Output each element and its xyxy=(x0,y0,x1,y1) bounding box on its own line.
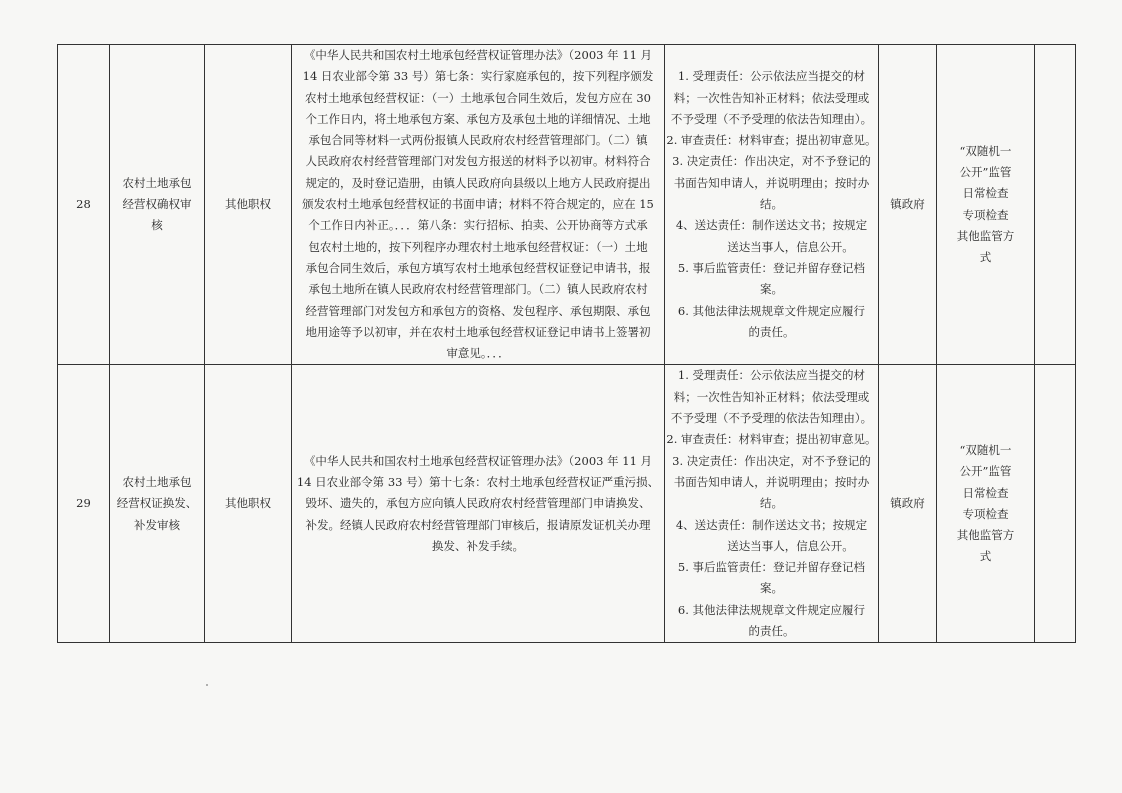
supervision-methods xyxy=(937,365,1035,643)
supervision-line: “双随机一 xyxy=(959,442,1012,457)
basis-line: 个工作日内补正。．．．第八条：实行招标、拍卖、公开协商等方式承 xyxy=(308,218,648,233)
duty-line: 1. 受理责任：公示依法应当提交的材 xyxy=(677,368,866,383)
row-number: 28 xyxy=(58,45,110,365)
basis-line: 审意见。．．． xyxy=(446,346,510,361)
supervision-line: 日常检查 xyxy=(962,186,1009,201)
basis-line: 承包土地所在镇人民政府农村经营管理部门。（二）镇人民政府农村 xyxy=(308,282,648,297)
duty-line: 4、送达责任：制作送达文书；按规定 xyxy=(675,218,868,233)
duty-line: 4、送达责任：制作送达文书；按规定 xyxy=(675,517,868,532)
basis-line: 颁发农村土地承包经营权证的书面申请；材料不符合规定的，应在 15 xyxy=(302,197,654,212)
basis-line: 毁坏、遗失的，承包方应向镇人民政府农村经营管理部门申请换发、 xyxy=(305,496,651,511)
item-name-line: 核 xyxy=(151,218,163,233)
supervision-line: 式 xyxy=(979,250,992,265)
supervision-line: 专项检查 xyxy=(962,506,1009,521)
implementing-subject: 镇政府 xyxy=(879,365,937,643)
duty-line: 的责任。 xyxy=(748,624,795,639)
item-name-line: 农村土地承包 xyxy=(122,474,192,489)
basis-line: 包农村土地的，按下列程序办理农村土地承包经营权证：（一）土地 xyxy=(308,239,648,254)
basis-line: 经营管理部门对发包方和承包方的资格、发包程序、承包期限、承包 xyxy=(305,303,651,318)
responsibility-items xyxy=(665,365,879,643)
duty-line: 结。 xyxy=(760,197,783,212)
supervision-line: 日常检查 xyxy=(962,485,1009,500)
legal-basis xyxy=(292,365,665,643)
duty-line: 不予受理（不予受理的依法告知理由）。 xyxy=(670,411,873,426)
duty-line: 料；一次性告知补正材料；依法受理或 xyxy=(673,90,870,105)
power-category: 其他职权 xyxy=(205,45,292,365)
duty-line: 5. 事后监管责任：登记并留存登记档 xyxy=(677,260,866,275)
power-list-table xyxy=(57,44,1076,643)
basis-line: 地用途等予以初审，并在农村土地承包经营权证登记申请书上签署初 xyxy=(305,324,651,339)
duty-line: 不予受理（不予受理的依法告知理由）。 xyxy=(670,111,873,126)
basis-line: 规定的，及时登记造册，由镇人民政府向县级以上地方人民政府提出 xyxy=(305,175,651,190)
duty-line: 送达当事人，信息公开。 xyxy=(727,239,854,254)
table-row xyxy=(58,45,1076,365)
item-name-line: 补发审核 xyxy=(134,517,180,532)
scan-speck xyxy=(206,684,208,686)
basis-line: 人民政府农村经营管理部门对发包方报送的材料予以初审。材料符合 xyxy=(305,154,651,169)
supervision-line: 其他监管方 xyxy=(956,528,1015,543)
supervision-line: 公开”监管 xyxy=(959,464,1012,479)
duty-line: 的责任。 xyxy=(748,324,795,339)
remark-cell xyxy=(1035,365,1076,643)
supervision-line: 专项检查 xyxy=(962,207,1009,222)
supervision-line: 其他监管方 xyxy=(956,229,1015,244)
duty-line: 送达当事人，信息公开。 xyxy=(727,538,854,553)
basis-line: 14 日农业部令第 33 号）第十七条：农村土地承包经营权证严重污损、 xyxy=(296,474,660,489)
item-name xyxy=(110,45,205,365)
item-name xyxy=(110,365,205,643)
table-row xyxy=(58,365,1076,643)
basis-line: 《中华人民共和国农村土地承包经营权证管理办法》（2003 年 11 月 xyxy=(303,453,653,468)
item-name-line: 农村土地承包 xyxy=(122,175,192,190)
row-number: 29 xyxy=(58,365,110,643)
duty-line: 2. 审查责任：材料审查；提出初审意见。 xyxy=(666,432,877,447)
duty-line: 2. 审查责任：材料审查；提出初审意见。 xyxy=(666,133,877,148)
duty-line: 3. 决定责任：作出决定，对不予登记的 xyxy=(672,154,871,169)
duty-line: 书面告知申请人，并说明理由；按时办 xyxy=(673,175,870,190)
duty-line: 书面告知申请人，并说明理由；按时办 xyxy=(673,474,870,489)
duty-line: 案。 xyxy=(760,581,783,596)
basis-line: 《中华人民共和国农村土地承包经营权证管理办法》（2003 年 11 月 xyxy=(303,48,653,62)
item-name-line: 经营权证换发、 xyxy=(116,496,198,511)
remark-cell xyxy=(1035,45,1076,365)
duty-line: 结。 xyxy=(760,496,783,511)
item-name-line: 经营权确权审 xyxy=(122,197,192,212)
basis-line: 个工作日内，将土地承包方案、承包方及承包土地的详细情况、土地 xyxy=(305,111,651,126)
duty-line: 1. 受理责任：公示依法应当提交的材 xyxy=(677,69,866,84)
basis-line: 承包合同生效后，承包方填写农村土地承包经营权证登记申请书，报 xyxy=(305,260,651,275)
basis-line: 换发、补发手续。 xyxy=(432,538,524,553)
duty-line: 料；一次性告知补正材料；依法受理或 xyxy=(673,389,870,404)
duty-line: 5. 事后监管责任：登记并留存登记档 xyxy=(677,560,866,575)
supervision-methods xyxy=(937,45,1035,365)
basis-line: 承包合同等材料一式两份报镇人民政府农村经营管理部门。（二）镇 xyxy=(308,133,648,148)
implementing-subject: 镇政府 xyxy=(879,45,937,365)
duty-line: 案。 xyxy=(760,282,783,297)
responsibility-items xyxy=(665,45,879,365)
power-category: 其他职权 xyxy=(205,365,292,643)
basis-line: 农村土地承包经营权证：（一）土地承包合同生效后，发包方应在 30 xyxy=(304,90,652,105)
duty-line: 6. 其他法律法规规章文件规定应履行 xyxy=(677,602,866,617)
basis-line: 14 日农业部令第 33 号）第七条：实行家庭承包的，按下列程序颁发 xyxy=(302,69,654,84)
legal-basis xyxy=(292,45,665,365)
supervision-line: 式 xyxy=(979,549,992,564)
supervision-line: 公开”监管 xyxy=(959,165,1012,180)
duty-line: 6. 其他法律法规规章文件规定应履行 xyxy=(677,303,866,318)
duty-line: 3. 决定责任：作出决定，对不予登记的 xyxy=(672,453,871,468)
supervision-line: “双随机一 xyxy=(959,143,1012,158)
basis-line: 补发。经镇人民政府农村经营管理部门审核后，报请原发证机关办理 xyxy=(305,517,651,532)
